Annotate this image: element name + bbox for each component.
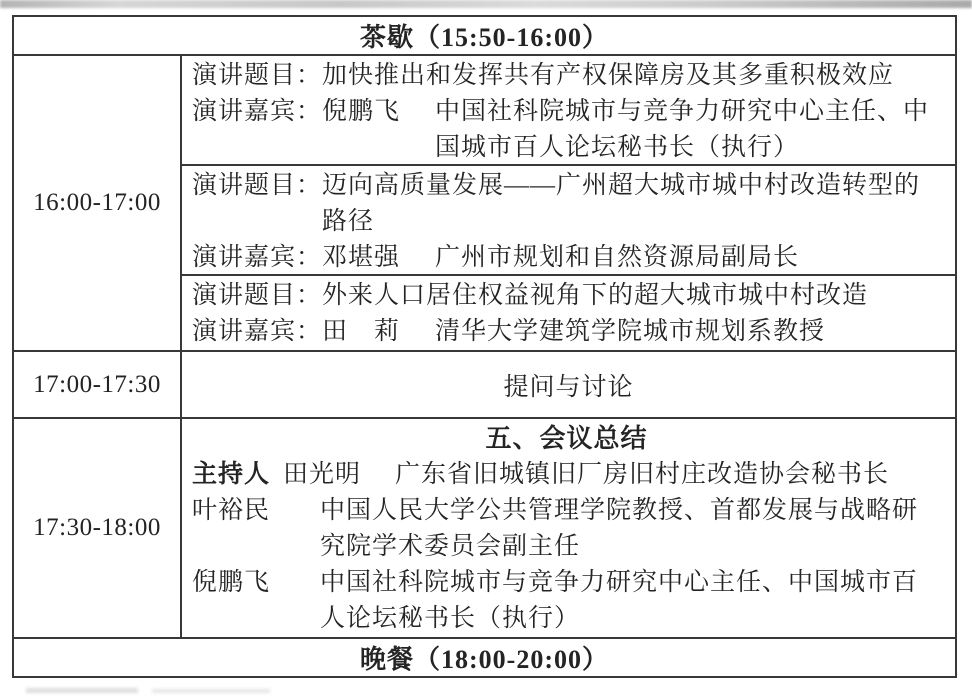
scan-artifact-top bbox=[0, 0, 972, 8]
speaker-affiliation: 中国社科院城市与竞争力研究中心主任、中国城市百人论坛秘书长（执行） bbox=[435, 98, 930, 162]
talk-title: 迈向高质量发展——广州超大城市城中村改造转型的路径 bbox=[322, 172, 921, 236]
summary-member-line bbox=[192, 565, 941, 637]
moderator-line bbox=[192, 457, 941, 493]
tea-break-banner-row bbox=[14, 17, 955, 56]
qa-time: 17:00-17:30 bbox=[33, 370, 161, 398]
summary-member-line bbox=[192, 493, 941, 565]
talk-guest-label: 演讲嘉宾： bbox=[192, 318, 323, 346]
talk-item bbox=[182, 276, 955, 350]
summary-heading: 五、会议总结 bbox=[485, 424, 648, 453]
summary-row bbox=[14, 419, 955, 639]
talk-title-label: 演讲题目： bbox=[192, 172, 323, 200]
talks-column bbox=[182, 56, 955, 350]
member-affiliation: 中国社科院城市与竞争力研究中心主任、中国城市百人论坛秘书长（执行） bbox=[320, 569, 919, 632]
scan-artifact-smudge bbox=[26, 688, 138, 693]
member-name: 倪鹏飞 bbox=[192, 569, 271, 596]
agenda-table bbox=[12, 15, 957, 678]
qa-row bbox=[14, 352, 955, 419]
talk-title-line bbox=[192, 278, 941, 314]
speaker-name: 田 莉 bbox=[322, 318, 401, 346]
qa-cell bbox=[182, 352, 955, 417]
talk-guest-line bbox=[192, 314, 941, 350]
talk-title-label: 演讲题目： bbox=[192, 282, 323, 310]
session-time-cell bbox=[14, 56, 182, 350]
member-name: 叶裕民 bbox=[192, 497, 271, 524]
moderator-label: 主持人 bbox=[192, 461, 271, 488]
member-affiliation: 中国人民大学公共管理学院教授、首都发展与战略研究院学术委员会副主任 bbox=[320, 497, 919, 560]
talk-title-line bbox=[192, 58, 941, 94]
session-time: 16:00-17:00 bbox=[33, 189, 161, 217]
tea-break-text: 茶歇（15:50-16:00） bbox=[360, 23, 609, 53]
talk-guest-line bbox=[192, 94, 941, 166]
talk-title-line bbox=[192, 168, 941, 240]
talk-title-label: 演讲题目： bbox=[192, 62, 323, 90]
moderator-name: 田光明 bbox=[283, 461, 362, 488]
talk-guest-line bbox=[192, 240, 941, 276]
session-row bbox=[14, 56, 955, 352]
talk-item bbox=[182, 166, 955, 276]
talk-guest-label: 演讲嘉宾： bbox=[192, 98, 323, 126]
qa-time-cell bbox=[14, 352, 182, 417]
speaker-name: 倪鹏飞 bbox=[322, 98, 401, 126]
talk-guest-label: 演讲嘉宾： bbox=[192, 244, 323, 272]
moderator-affiliation: 广东省旧城镇旧厂房旧村庄改造协会秘书长 bbox=[395, 461, 890, 488]
talk-title: 外来人口居住权益视角下的超大城市城中村改造 bbox=[322, 282, 869, 310]
speaker-affiliation: 清华大学建筑学院城市规划系教授 bbox=[435, 318, 826, 346]
summary-time: 17:30-18:00 bbox=[33, 514, 161, 541]
speaker-affiliation: 广州市规划和自然资源局副局长 bbox=[435, 244, 800, 272]
talk-item bbox=[182, 56, 955, 166]
dinner-banner-row bbox=[14, 639, 955, 676]
speaker-name: 邓堪强 bbox=[322, 244, 401, 272]
summary-time-cell bbox=[14, 419, 182, 637]
talk-title: 加快推出和发挥共有产权保障房及其多重积极效应 bbox=[322, 62, 895, 90]
scan-artifact-smudge bbox=[152, 689, 270, 693]
summary-cell bbox=[182, 419, 955, 637]
qa-text: 提问与讨论 bbox=[503, 373, 634, 401]
dinner-text: 晚餐（18:00-20:00） bbox=[360, 645, 609, 674]
